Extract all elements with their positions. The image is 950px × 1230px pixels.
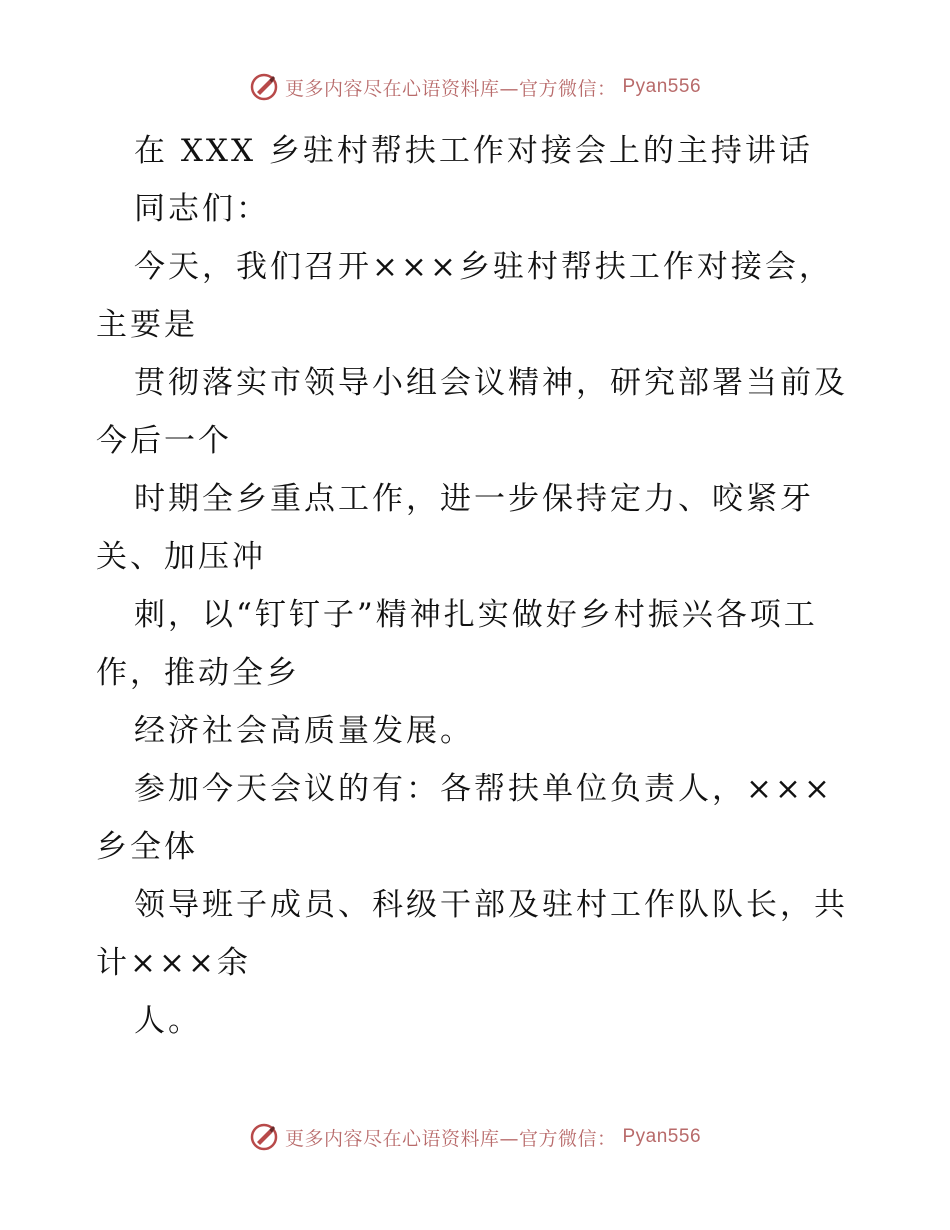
text-line: 经济社会高质量发展。 (134, 713, 474, 749)
text-line: 同志们： (134, 191, 270, 227)
text-line: 计×××余 (96, 945, 251, 981)
text-line: 关、加压冲 (96, 539, 266, 575)
document-title: 在 XXX 乡驻村帮扶工作对接会上的主持讲话 (134, 133, 813, 169)
footer-watermark-banner (0, 1122, 950, 1152)
text-line: 参加今天会议的有：各帮扶单位负责人，××× (134, 771, 833, 807)
banner-text: 更多内容尽在心语资料库—官方微信： (284, 77, 617, 100)
text-line: 今后一个 (96, 423, 232, 459)
text-line: 人。 (134, 1003, 202, 1039)
banner-wechat-id: Pyan556 (622, 1126, 702, 1147)
text-line: 刺，以“钉钉子”精神扎实做好乡村振兴各项工 (134, 597, 818, 633)
document-body (96, 122, 856, 1050)
text-line: 时期全乡重点工作，进一步保持定力、咬紧牙 (134, 481, 814, 517)
header-watermark-banner (0, 72, 950, 102)
text-line: 主要是 (96, 307, 198, 343)
brand-logo-icon (249, 72, 279, 102)
text-line: 作，推动全乡 (96, 655, 300, 691)
banner-wechat-id: Pyan556 (622, 76, 702, 97)
banner-text: 更多内容尽在心语资料库—官方微信： (284, 1127, 617, 1150)
text-line: 今天，我们召开×××乡驻村帮扶工作对接会， (134, 249, 833, 285)
brand-logo-icon (249, 1122, 279, 1152)
text-line: 贯彻落实市领导小组会议精神，研究部署当前及 (134, 365, 848, 401)
text-line: 乡全体 (96, 829, 198, 865)
text-line: 领导班子成员、科级干部及驻村工作队队长，共 (134, 887, 848, 923)
